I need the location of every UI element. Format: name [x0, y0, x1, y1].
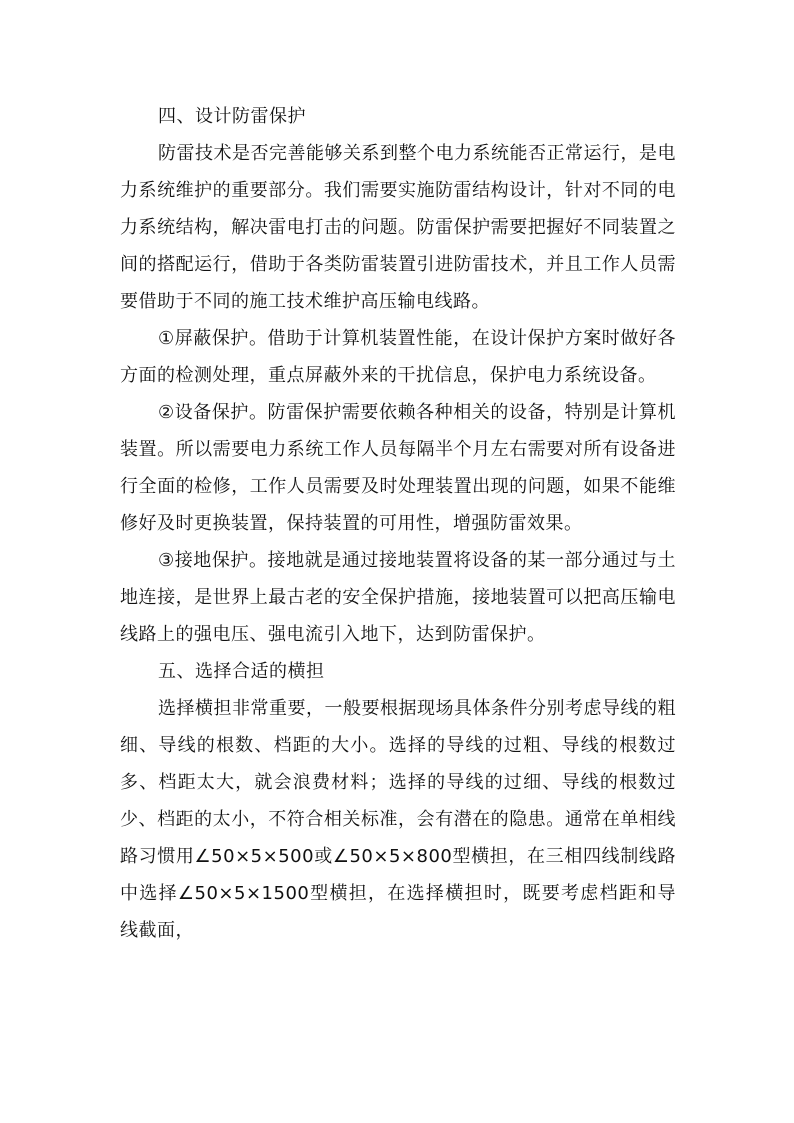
document-body	[120, 98, 676, 949]
paragraph-equipment-protection: ②设备保护。防雷保护需要依赖各种相关的设备，特别是计算机装置。所以需要电力系统工作人员每隔半个月左右需要对所有设备进行全面的检修，工作人员需要及时处理装置出现的问题，如果不能维修好及时更换装置，保持装置的可用性，增强防雷效果。	[120, 402, 676, 534]
paragraph-lightning-intro: 防雷技术是否完善能够关系到整个电力系统能否正常运行，是电力系统维护的重要部分。我们需要实施防雷结构设计，针对不同的电力系统结构，解决雷电打击的问题。防雷保护需要把握好不同装置之间的搭配运行，借助于各类防雷装置引进防雷技术，并且工作人员需要借助于不同的施工技术维护高压输电线路。	[120, 143, 676, 312]
section-heading-crossarm: 五、选择合适的横担	[158, 661, 325, 682]
paragraph-grounding-protection: ③接地保护。接地就是通过接地装置将设备的某一部分通过与土地连接，是世界上最古老的安全保护措施，接地装置可以把高压输电线路上的强电压、强电流引入地下，达到防雷保护。	[120, 550, 676, 645]
paragraph-crossarm-selection: 选择横担非常重要，一般要根据现场具体条件分别考虑导线的粗细、导线的根数、档距的大小。选择的导线的过粗、导线的根数过多、档距太大，就会浪费材料；选择的导线的过细、导线的根数过少、档距的太小，不符合相关标准，会有潜在的隐患。通常在单相线路习惯用∠50×5×500或∠50×5×800型横担，在三相四线制线路中选择∠50×5×1500型横担，在选择横担时，既要考虑档距和导线截面，	[120, 698, 676, 941]
paragraph-shielding-protection: ①屏蔽保护。借助于计算机装置性能，在设计保护方案时做好各方面的检测处理，重点屏蔽外来的干扰信息，保护电力系统设备。	[120, 328, 676, 386]
section-heading-lightning-protection: 四、设计防雷保护	[158, 106, 306, 127]
